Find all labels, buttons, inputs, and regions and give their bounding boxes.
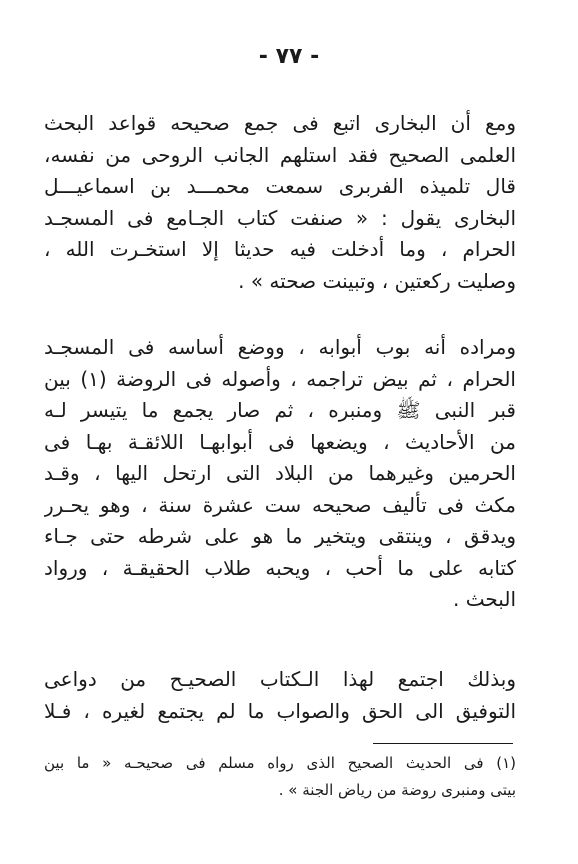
- text-line: البحث .: [453, 587, 516, 611]
- page-number: - ٧٧ -: [258, 44, 320, 69]
- text-line: البخارى يقول : « صنفت كتاب الجـامع فى المسجـد: [44, 205, 516, 230]
- paragraph-3: [44, 664, 516, 727]
- text-line: الحرام ، ثم بيض تراجمه ، وأصوله فى الروضة (١) بين: [44, 366, 516, 391]
- text-line: التوفيق الى الحق والصواب ما لم يجتمع لغيره ، فـلا: [44, 698, 516, 723]
- text-line: قبر النبى ﷺ ومنبره ، ثم صار يجمع ما يتيسر لـه: [44, 398, 516, 422]
- paragraph-1: [44, 108, 516, 297]
- text-line: كتابه على ما أحب ، ويحبه طلاب الحقيقـة ، ورواد: [44, 555, 516, 580]
- text-line: الحرمين وغيرهما من البلاد التى ارتحل اليها ، وقـد: [44, 461, 516, 485]
- footnote: [44, 750, 516, 804]
- text-line: وبذلك اجتمع لهذا الـكتاب الصحيـح من دواعى: [44, 667, 516, 691]
- text-line: وصليت ركعتين ، وتبينت صحته » .: [238, 268, 516, 293]
- text-line: الحرام ، وما أدخلت فيه حديثا إلا استخـرت الله ،: [44, 237, 516, 261]
- text-line: مكث فى تأليف صحيحه ست عشرة سنة ، وهو يحـرر: [44, 492, 516, 517]
- paragraph-2: [44, 332, 516, 616]
- text-line: من الأحاديث ، ويضعها فى أبوابهـا اللائقـة بهـا فى: [44, 429, 516, 454]
- text-line: ومع أن البخارى اتبع فى جمع صحيحه قواعد البحث: [44, 111, 516, 135]
- text-line: العلمى الصحيح فقد استلهم الجانب الروحى من نفسه،: [44, 142, 516, 167]
- footnote-line: (١) فى الحديث الصحيح الذى رواه مسلم فى صحيحـه « ما بين: [44, 754, 516, 772]
- text-line: ومراده أنه بوب أبوابه ، ووضع أساسه فى المسجـد: [44, 335, 516, 359]
- text-line: ويدقق ، وينتقى ويتخير ما هو على شرطه حتى جـاء: [44, 524, 516, 548]
- footnote-divider: [373, 743, 513, 744]
- footnote-line: بيتى ومنبرى روضة من رياض الجنة » .: [278, 781, 516, 799]
- text-line: قال تلميذه الفربرى سمعت محمـــد بن اسماعيـــل: [44, 174, 516, 198]
